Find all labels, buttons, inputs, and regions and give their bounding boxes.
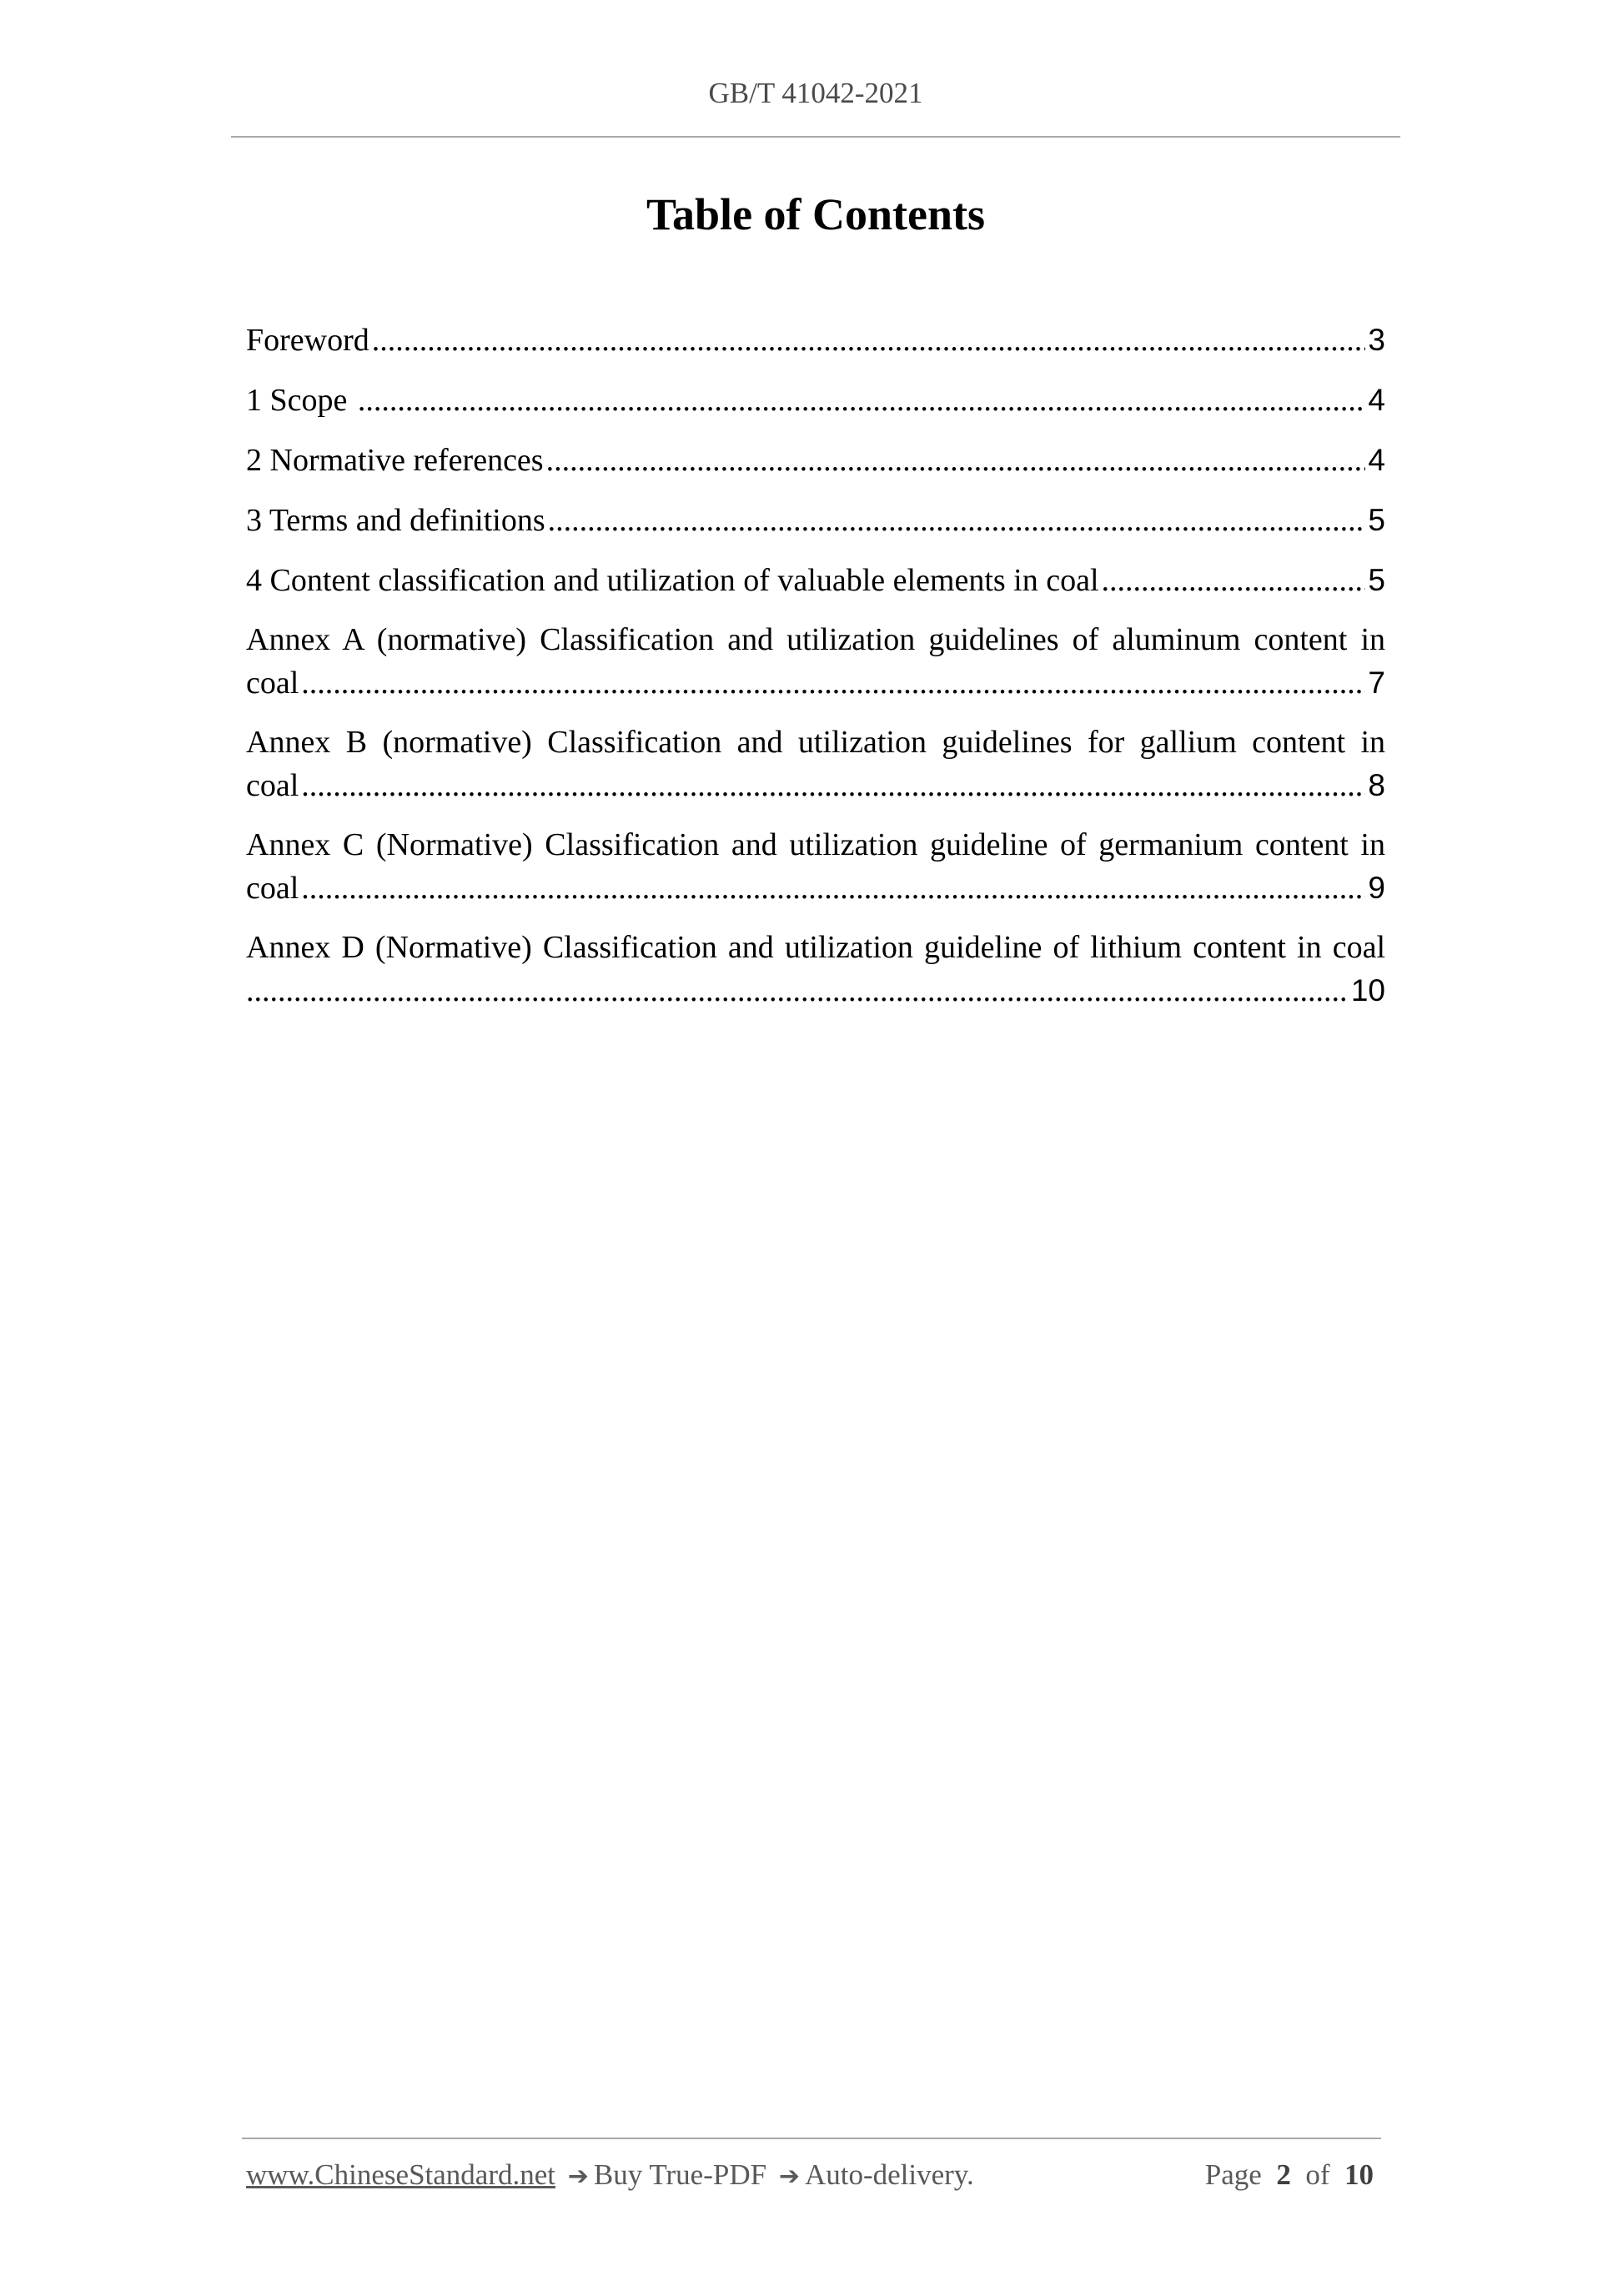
dot-leader [301, 662, 1365, 705]
arrow-right-icon: ➔ [567, 2162, 589, 2191]
toc-page-number: 5 [1368, 563, 1385, 597]
toc-entry-text-line1: Annex B (normative) Classification and utilization guidelines for gallium content in [246, 725, 1385, 760]
dot-leader [301, 867, 1365, 910]
dot-leader [1102, 560, 1366, 602]
toc-entry-text: 4 Content classification and utilization of valuable elements in coal [246, 563, 1099, 598]
toc-entry-text: coal [246, 871, 299, 906]
buy-true-pdf-text: Buy True-PDF [593, 2158, 767, 2191]
toc-entry-annex-a[interactable] [246, 619, 1385, 705]
footer-divider [242, 2138, 1381, 2139]
table-of-contents [246, 319, 1385, 1029]
toc-entry-text: coal [246, 666, 299, 701]
dot-leader [548, 500, 1366, 542]
toc-entry-text-line1: Annex C (Normative) Classification and utilization guideline of germanium content in [246, 827, 1385, 862]
page-title: Table of Contents [646, 189, 986, 239]
toc-entry-text-line1: Annex D (Normative) Classification and utilization guideline of lithium content in coal [246, 930, 1385, 965]
website-link[interactable]: www.ChineseStandard.net [246, 2158, 555, 2191]
toc-page-number: 5 [1368, 503, 1385, 537]
toc-page-number: 8 [1368, 768, 1385, 802]
current-page-number: 2 [1276, 2158, 1291, 2191]
toc-entry-normative-references[interactable] [246, 439, 1385, 482]
toc-entry-text: 1 Scope [246, 383, 355, 418]
header-divider [231, 136, 1400, 138]
toc-page-number: 7 [1368, 666, 1385, 700]
dot-leader [301, 765, 1365, 807]
toc-entry-terms-definitions[interactable] [246, 499, 1385, 542]
auto-delivery-text: Auto-delivery. [804, 2158, 974, 2191]
dot-leader [546, 440, 1366, 482]
dot-leader [358, 379, 1366, 422]
dot-leader [372, 319, 1366, 362]
dot-leader [246, 970, 1349, 1012]
page-label: Page [1204, 2158, 1262, 2191]
document-code-header: GB/T 41042-2021 [708, 77, 923, 109]
toc-entry-text: 3 Terms and definitions [246, 503, 545, 538]
toc-page-number: 3 [1368, 323, 1385, 357]
toc-page-number: 4 [1368, 383, 1385, 417]
toc-entry-content-classification[interactable] [246, 559, 1385, 602]
toc-entry-annex-b[interactable] [246, 721, 1385, 807]
page-footer [246, 2158, 1374, 2192]
footer-promo [246, 2158, 974, 2192]
page-indicator [1205, 2158, 1374, 2192]
toc-entry-foreword[interactable] [246, 319, 1385, 362]
toc-entry-annex-c[interactable] [246, 824, 1385, 910]
total-page-number: 10 [1344, 2158, 1374, 2191]
toc-page-number: 10 [1350, 973, 1385, 1007]
toc-page-number: 4 [1368, 443, 1385, 477]
arrow-right-icon: ➔ [778, 2162, 800, 2191]
toc-entry-annex-d[interactable] [246, 927, 1385, 1012]
of-label: of [1305, 2158, 1330, 2191]
toc-entry-text: 2 Normative references [246, 443, 544, 478]
toc-page-number: 9 [1368, 871, 1385, 905]
toc-entry-text: Foreword [246, 323, 369, 358]
toc-entry-scope[interactable] [246, 379, 1385, 422]
toc-entry-text-line1: Annex A (normative) Classification and utilization guidelines of aluminum content in [246, 622, 1385, 657]
toc-entry-text: coal [246, 768, 299, 803]
